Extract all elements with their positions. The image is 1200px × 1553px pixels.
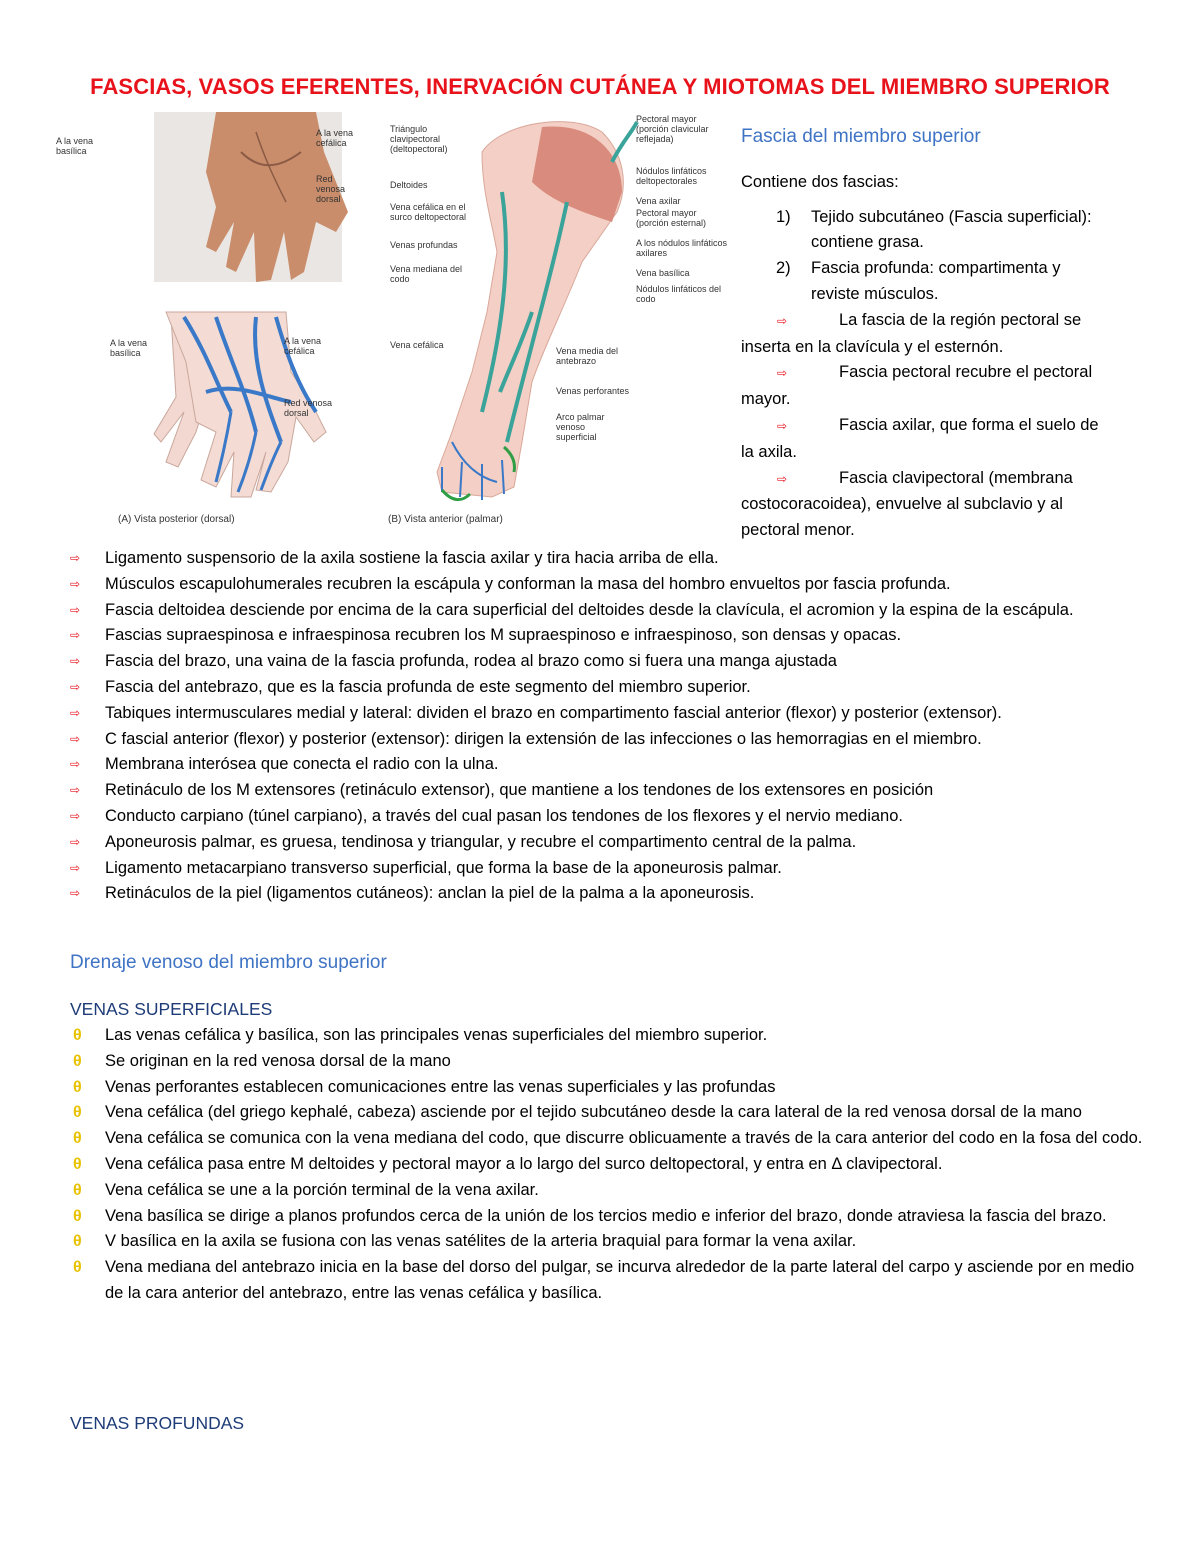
arrow-bullet-icon: ⇨ — [70, 654, 81, 669]
numbered-item: 2) Fascia profunda: compartimenta y reviste músculos. — [776, 259, 1061, 303]
theta-bullet-icon: θ — [73, 1078, 82, 1096]
list-item: θ Vena cefálica se une a la porción terminal de la vena axilar. — [70, 1178, 1145, 1204]
arrow-bullet-icon: ⇨ — [70, 576, 81, 591]
list-item: ⇨ Músculos escapulohumerales recubren la escápula y conforman la masa del hombro envueltos por fascia profunda. — [70, 572, 1145, 598]
list-item: ⇨ C fascial anterior (flexor) y posterior (extensor): dirigen la extensión de las infecciones o las hemorragias en el miembro. — [70, 727, 1145, 753]
list-item: θ Vena mediana del antebrazo inicia en la base del dorso del pulgar, se incurva alrededor de la parte lateral del carpo y asciende por en medio de la cara anterior del antebrazo, entre las venas cefálica y basílica. — [70, 1255, 1145, 1307]
label-vena-basilica: Vena basílica — [636, 268, 690, 278]
theta-bullet-icon: θ — [73, 1027, 82, 1044]
arrow-bullet-icon: ⇨ — [70, 808, 81, 823]
label-a-la-vena-basilica: A la vena basílica — [56, 136, 94, 156]
label-red-venosa-dorsal: Red venosa dorsal — [316, 174, 346, 204]
list-item: ⇨ Tabiques intermusculares medial y lateral: dividen el brazo en compartimento fascial anterior (flexor) y posterior (extensor). — [70, 701, 1145, 727]
list-item: ⇨ Membrana interósea que conecta el radio con la ulna. — [70, 752, 1145, 778]
list-item: θ Venas perforantes establecen comunicaciones entre las venas superficiales y las profundas — [70, 1075, 1145, 1101]
list-item: θ Vena cefálica se comunica con la vena mediana del codo, que discurre oblicuamente a través de la cara anterior del codo en la fosa del codo. — [70, 1126, 1145, 1152]
sub-item: ⇨ Fascia pectoral recubre el pectoral mayor. — [741, 363, 1093, 409]
theta-bullet-icon: θ — [73, 1233, 82, 1251]
fascia-bullet-list — [70, 546, 1145, 907]
venas-superficiales-list — [70, 1023, 1145, 1307]
label-nodulos-codo: Nódulos linfáticos del codo — [636, 284, 722, 304]
figure-arm-anterior — [382, 112, 730, 532]
list-item: ⇨ Fascia del antebrazo, que es la fascia profunda de este segmento del miembro superior. — [70, 675, 1145, 701]
theta-bullet-icon: θ — [73, 1052, 82, 1070]
arrow-bullet-icon: ⇨ — [70, 679, 81, 694]
list-item: ⇨ Fascia deltoidea desciende por encima de la cara superficial del deltoides desde la clavícula, el acromion y la espina de la escápula. — [70, 598, 1145, 624]
list-item: ⇨ Fascia del brazo, una vaina de la fascia profunda, rodea al brazo como si fuera una manga ajustada — [70, 649, 1145, 675]
label-vena-cefalica-surco: Vena cefálica en el surco deltopectoral — [390, 202, 467, 222]
caption-b: (B) Vista anterior (palmar) — [388, 514, 503, 525]
numbered-item: 1) Tejido subcutáneo (Fascia superficial): contiene grasa. — [776, 207, 1092, 252]
list-item: ⇨ Fascias supraespinosa e infraespinosa recubren los M supraespinoso e infraespinoso, son densas y opacas. — [70, 623, 1145, 649]
label-red-venosa-dorsal-2: Red venosa dorsal — [284, 398, 333, 418]
sub-item: ⇨ Fascia clavipectoral (membrana costocoracoidea), envuelve al subclavio y al pectoral menor. — [741, 468, 1073, 540]
label-a-la-vena-cefalica: A la vena cefálica — [316, 128, 354, 148]
label-a-la-vena-basilica-2: A la vena basílica — [110, 338, 148, 358]
label-deltoides: Deltoides — [390, 180, 428, 190]
list-item: ⇨ Conducto carpiano (túnel carpiano), a través del cual pasan los tendones de los flexores y el nervio mediano. — [70, 804, 1145, 830]
arrow-bullet-icon: ⇨ — [70, 551, 81, 565]
arrow-bullet-icon: ⇨ — [70, 731, 81, 746]
sub-item: ⇨ Fascia axilar, que forma el suelo de la axila. — [741, 415, 1099, 461]
label-nodulos-deltopectorales: Nódulos linfáticos deltopectorales — [636, 166, 707, 186]
fascia-intro: Contiene dos fascias: — [741, 172, 899, 191]
list-item: θ Vena cefálica pasa entre M deltoides y pectoral mayor a lo largo del surco deltopectoral, y entra en Δ clavipectoral. — [70, 1152, 1145, 1178]
theta-bullet-icon: θ — [73, 1155, 82, 1173]
arrow-bullet-icon: ⇨ — [70, 783, 81, 798]
theta-bullet-icon: θ — [73, 1207, 82, 1225]
theta-bullet-icon: θ — [73, 1181, 82, 1199]
figure-hand-dorsal — [56, 112, 378, 532]
arrow-bullet-icon: ⇨ — [777, 471, 788, 486]
list-item: ⇨ Aponeurosis palmar, es gruesa, tendinosa y triangular, y recubre el compartimento central de la palma. — [70, 830, 1145, 856]
arrow-bullet-icon: ⇨ — [70, 860, 81, 875]
arrow-bullet-icon: ⇨ — [70, 628, 81, 643]
label-pectoral-mayor-clavicular: Pectoral mayor (porción clavicular reflejada) — [636, 114, 709, 144]
arrow-bullet-icon: ⇨ — [70, 886, 81, 901]
fascia-section — [741, 124, 1141, 544]
label-a-la-vena-cefalica-2: A la vena cefálica — [284, 336, 322, 356]
label-venas-perforantes: Venas perforantes — [556, 386, 630, 396]
list-item: ⇨ Retináculos de la piel (ligamentos cutáneos): anclan la piel de la palma a la aponeurosis. — [70, 881, 1145, 907]
theta-bullet-icon: θ — [73, 1259, 82, 1277]
list-item: ⇨ Ligamento suspensorio de la axila sostiene la fascia axilar y tira hacia arriba de ella. — [70, 546, 1145, 572]
arrow-bullet-icon: ⇨ — [777, 313, 788, 328]
arrow-bullet-icon: ⇨ — [70, 834, 81, 849]
theta-bullet-icon: θ — [73, 1130, 82, 1148]
page-title: FASCIAS, VASOS EFERENTES, INERVACIÓN CUTÁNEA Y MIOTOMAS DEL MIEMBRO SUPERIOR — [90, 74, 1110, 99]
venas-superficiales-heading: VENAS SUPERFICIALES — [70, 999, 273, 1019]
label-arco-palmar: Arco palmar venoso superficial — [556, 412, 605, 442]
list-item: θ Se originan en la red venosa dorsal de la mano — [70, 1049, 1145, 1075]
label-pectoral-mayor-esternal: Pectoral mayor (porción esternal) — [636, 208, 707, 228]
arrow-bullet-icon: ⇨ — [70, 705, 81, 720]
label-vena-cefalica: Vena cefálica — [390, 340, 444, 350]
label-venas-profundas: Venas profundas — [390, 240, 458, 250]
list-item: θ Las venas cefálica y basílica, son las principales venas superficiales del miembro superior. — [70, 1023, 1145, 1049]
arrow-bullet-icon: ⇨ — [777, 418, 788, 433]
arrow-bullet-icon: ⇨ — [70, 602, 81, 617]
label-vena-axilar: Vena axilar — [636, 196, 681, 206]
list-item: θ Vena cefálica (del griego kephalé, cabeza) asciende por el tejido subcutáneo desde la cara lateral de la red venosa dorsal de la mano — [70, 1100, 1145, 1126]
label-triangulo-clavipectoral: Triángulo clavipectoral (deltopectoral) — [390, 124, 448, 154]
list-item: ⇨ Ligamento metacarpiano transverso superficial, que forma la base de la aponeurosis palmar. — [70, 856, 1145, 882]
theta-bullet-icon: θ — [73, 1104, 82, 1122]
label-nodulos-axilares: A los nódulos linfáticos axilares — [636, 238, 728, 258]
caption-a: (A) Vista posterior (dorsal) — [118, 514, 235, 525]
arrow-bullet-icon: ⇨ — [70, 757, 81, 772]
label-vena-mediana-codo: Vena mediana del codo — [390, 264, 463, 284]
list-item: ⇨ Retináculo de los M extensores (retináculo extensor), que mantiene a los tendones de los extensores en posición — [70, 778, 1145, 804]
fascia-heading: Fascia del miembro superior — [741, 126, 981, 147]
arrow-bullet-icon: ⇨ — [777, 366, 788, 381]
drenaje-heading: Drenaje venoso del miembro superior — [70, 952, 387, 973]
label-vena-media-antebrazo: Vena media del antebrazo — [556, 346, 619, 366]
sub-item: ⇨ La fascia de la región pectoral se inserta en la clavícula y el esternón. — [741, 310, 1082, 356]
list-item: θ Vena basílica se dirige a planos profundos cerca de la unión de los tercios medio e inferior del brazo, donde atraviesa la fascia del brazo. — [70, 1204, 1145, 1230]
list-item: θ V basílica en la axila se fusiona con las venas satélites de la arteria braquial para formar la vena axilar. — [70, 1229, 1145, 1255]
venas-profundas-heading: VENAS PROFUNDAS — [70, 1413, 245, 1433]
